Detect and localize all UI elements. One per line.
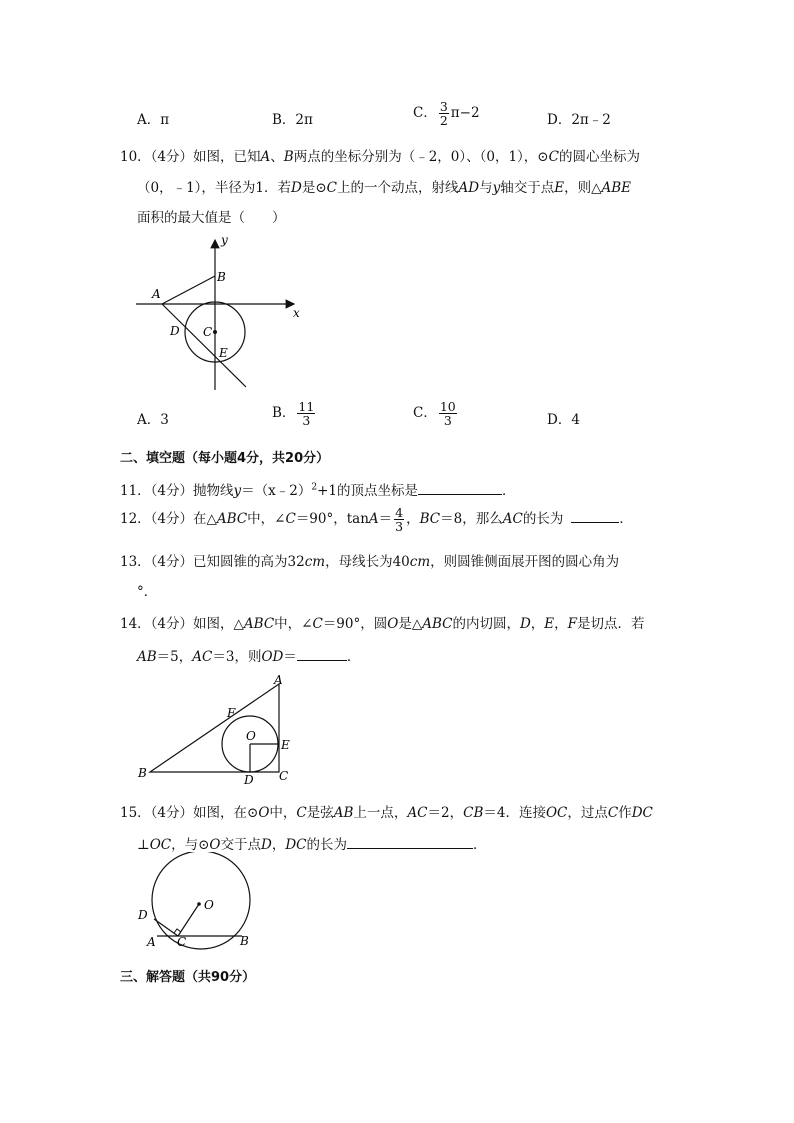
var: D xyxy=(291,180,302,196)
var: AB xyxy=(137,649,157,665)
label-b: B xyxy=(217,270,226,284)
answer-blank[interactable] xyxy=(571,510,619,523)
var: ABC xyxy=(243,616,275,632)
q10-option-a: A．3 xyxy=(137,412,169,428)
text: ＝4．连接 xyxy=(483,805,546,821)
var: E xyxy=(554,180,565,196)
var: y xyxy=(233,483,242,499)
var: D xyxy=(261,837,272,853)
q10-option-c xyxy=(413,400,459,427)
var: AD xyxy=(458,180,480,196)
var: D xyxy=(519,616,531,632)
text: 15．（4分）如图，在⊙ xyxy=(120,805,259,821)
triangle-abc xyxy=(150,684,279,772)
var: AC xyxy=(192,649,213,665)
var: AC xyxy=(502,511,523,528)
q9-option-d: D．2π﹣2 xyxy=(547,112,611,128)
q12 xyxy=(120,506,633,533)
var: ABE xyxy=(601,180,632,196)
var: DC xyxy=(631,805,653,821)
var: AC xyxy=(407,805,428,821)
q14-figure xyxy=(132,670,302,788)
segment-ab xyxy=(162,276,215,304)
text: ，与⊙ xyxy=(171,837,210,853)
q10-prefix: 10．（4分）如图，已知 xyxy=(120,149,261,165)
q9-option-c-fraction xyxy=(439,100,449,127)
label-a: A xyxy=(274,673,283,687)
text: 轴交于点 xyxy=(500,180,555,196)
text: ＝（x﹣2） xyxy=(241,483,312,499)
var: A xyxy=(260,149,271,165)
circle-o xyxy=(152,852,250,949)
label-c: C xyxy=(279,769,289,783)
q9-option-c-tail: π−2 xyxy=(450,105,480,122)
text: ＝8，那么 xyxy=(440,511,503,528)
q10-figure xyxy=(130,232,310,394)
q9-option-b: B．2π xyxy=(272,112,313,128)
text: ，过点 xyxy=(567,805,608,821)
q10-option-d: D．4 xyxy=(547,412,580,428)
fraction xyxy=(439,400,457,427)
var: B xyxy=(283,149,294,165)
text: 中，∠ xyxy=(247,511,286,528)
q13-line-2: °． xyxy=(137,584,158,600)
var: F xyxy=(567,616,578,632)
text: 与 xyxy=(479,180,493,196)
var: O xyxy=(258,805,270,821)
text: ． xyxy=(619,511,633,528)
var: C xyxy=(312,616,323,632)
text: ， xyxy=(271,837,286,853)
text: ＝5， xyxy=(156,649,193,665)
center-o-dot xyxy=(197,902,201,906)
segment-oc xyxy=(178,904,199,936)
text: 的长为 xyxy=(306,837,347,853)
text: ． xyxy=(502,483,516,499)
text: 14．（4分）如图，△ xyxy=(120,616,244,632)
text: 上的一个动点，射线 xyxy=(337,180,459,196)
text: ，则圆锥侧面展开图的圆心角为 xyxy=(430,554,620,570)
text: ， xyxy=(406,511,420,528)
ray-ad xyxy=(162,304,246,387)
q15-figure xyxy=(134,852,274,952)
text: 两点的坐标分别为（﹣2，0）、（0，1），⊙ xyxy=(293,149,549,165)
var: y xyxy=(492,180,501,196)
text: 13．（4分）已知圆锥的高为32 xyxy=(120,554,305,570)
text: ⊥ xyxy=(137,837,150,853)
text: +1的顶点坐标是 xyxy=(317,483,419,499)
label-a: A xyxy=(147,935,156,949)
label-y: y xyxy=(221,233,228,247)
label-d: D xyxy=(138,908,148,922)
var: OC xyxy=(545,805,568,821)
fraction xyxy=(297,400,315,427)
var: OC xyxy=(149,837,172,853)
unit: cm xyxy=(304,554,326,570)
text: ＝3，则 xyxy=(212,649,262,665)
answer-blank[interactable] xyxy=(347,836,473,849)
label-a: A xyxy=(152,287,161,301)
text: 的内切圆， xyxy=(452,616,520,632)
text: （0，﹣1），半径为1．若 xyxy=(137,180,292,196)
q11 xyxy=(120,479,516,499)
option-label: C． xyxy=(413,405,437,422)
q9-option-c xyxy=(413,100,480,127)
var: O xyxy=(387,616,399,632)
exponent: 2 xyxy=(311,482,318,493)
label-x: x xyxy=(293,306,300,320)
label-o: O xyxy=(246,729,256,743)
fraction-denominator: 3 xyxy=(395,519,404,535)
var: ABC xyxy=(422,616,453,632)
q14-line-1 xyxy=(120,612,645,632)
text: ＝90°，tan xyxy=(295,511,369,528)
text: 的圆心坐标为 xyxy=(558,149,640,165)
q14-line-2 xyxy=(137,645,360,665)
var: DC xyxy=(285,837,307,853)
text: 交于点 xyxy=(220,837,261,853)
label-d: D xyxy=(244,773,254,787)
label-d: D xyxy=(170,324,180,338)
text: 11．（4分）抛物线 xyxy=(120,483,234,499)
section-3-heading: 三、解答题（共90分） xyxy=(120,970,256,985)
label-o: O xyxy=(204,898,214,912)
q10-line-1 xyxy=(120,145,640,165)
text: 上一点， xyxy=(353,805,408,821)
q10-option-b xyxy=(272,400,317,427)
var: C xyxy=(326,180,338,196)
var: C xyxy=(548,149,559,165)
label-e: E xyxy=(281,738,290,752)
var: C xyxy=(285,511,296,528)
text: ， xyxy=(554,616,568,632)
center-c-dot xyxy=(213,330,217,334)
text: ，母线长为40 xyxy=(325,554,410,570)
q9-option-a: A．π xyxy=(137,112,170,128)
section-2-heading: 二、填空题（每小题4分，共20分） xyxy=(120,451,330,466)
text: 是⊙ xyxy=(301,180,327,196)
q15-line-1 xyxy=(120,801,653,821)
text: ，则△ xyxy=(564,180,602,196)
answer-blank[interactable] xyxy=(418,482,502,495)
label-e: E xyxy=(219,346,228,360)
label-b: B xyxy=(138,766,147,780)
q10-line-2 xyxy=(137,176,631,196)
text: ＝2， xyxy=(427,805,464,821)
text: 的长为 xyxy=(522,511,564,528)
q9-option-c-label: C． xyxy=(413,105,437,122)
q10-line-3: 面积的最大值是（ ） xyxy=(137,210,286,226)
label-c: C xyxy=(177,935,187,949)
text: ＝90°，圆 xyxy=(322,616,388,632)
text: 是切点．若 xyxy=(577,616,645,632)
text: ＝ xyxy=(378,511,393,528)
var: ABC xyxy=(216,511,248,528)
fraction xyxy=(394,506,404,533)
text: 作 xyxy=(618,805,632,821)
var: E xyxy=(544,616,555,632)
text: 12．（4分）在△ xyxy=(120,511,217,528)
label-c: C xyxy=(203,325,213,339)
var: OD xyxy=(261,649,284,665)
option-label: B． xyxy=(272,405,296,422)
var: BC xyxy=(419,511,441,528)
fraction-numerator: 10 xyxy=(439,399,456,414)
fraction-denominator: 3 xyxy=(443,413,452,429)
fraction-numerator: 11 xyxy=(298,399,315,414)
fraction-denominator: 3 xyxy=(302,413,311,429)
answer-blank[interactable] xyxy=(297,648,347,661)
text: 中， xyxy=(269,805,297,821)
fraction-numerator: 4 xyxy=(395,505,404,520)
fraction-numerator: 3 xyxy=(439,99,448,114)
var: A xyxy=(368,511,379,528)
text: ． xyxy=(472,837,487,853)
label-b: B xyxy=(240,934,249,948)
var: CB xyxy=(463,805,484,821)
text: 中，∠ xyxy=(274,616,313,632)
q13-line-1 xyxy=(120,550,619,570)
text: 、 xyxy=(270,149,284,165)
var: O xyxy=(209,837,221,853)
var: C xyxy=(607,805,619,821)
q15-line-2 xyxy=(137,833,486,853)
var: AB xyxy=(333,805,354,821)
unit: cm xyxy=(409,554,431,570)
text: ， xyxy=(530,616,545,632)
text: ＝ xyxy=(283,649,297,665)
fraction-denominator: 2 xyxy=(439,113,448,129)
text: 是△ xyxy=(398,616,423,632)
var: C xyxy=(296,805,307,821)
text: ． xyxy=(346,649,361,665)
text: 是弦 xyxy=(306,805,334,821)
label-f: F xyxy=(227,706,236,720)
